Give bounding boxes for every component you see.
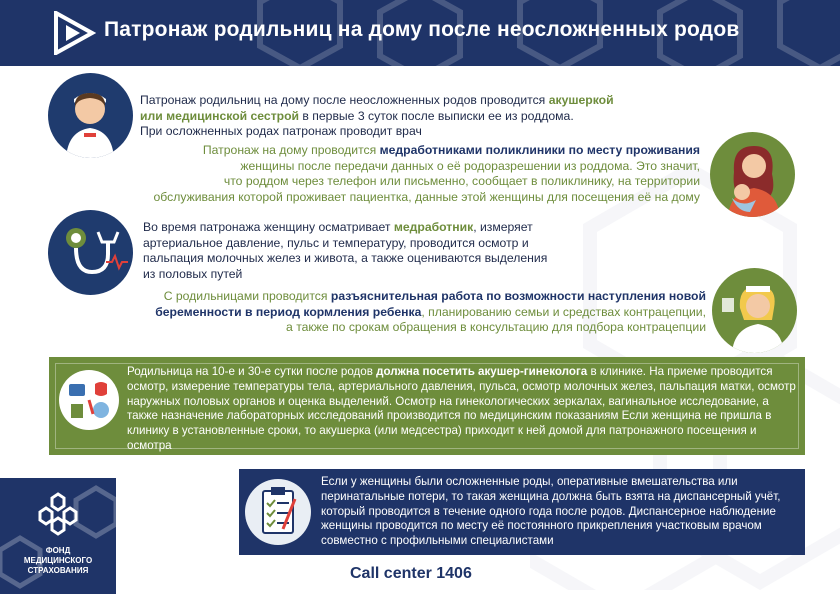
doctor-avatar-icon (712, 268, 797, 353)
clipboard-checklist-icon (245, 479, 311, 545)
section3-text: Во время патронажа женщину осматривает медработник, измеряет артериальное давление, пульс и температуру, проводится осмотр и пальпация молочных желез и живота, а также оцениваются выделения из половых путей (143, 220, 548, 281)
stethoscope-icon (48, 210, 133, 295)
gynecology-exam-icon (59, 370, 119, 430)
callcenter-number: Call center 1406 (350, 565, 472, 582)
clinic-visit-box (49, 357, 805, 455)
clinic-visit-text: Родильница на 10-е и 30-е сутки после родов должна посетить акушер-гинеколога в клинике. На приеме проводится осмотр, измерение температуры тела, артериального давления, пульса, осмотр молочных желез, пальпация матки, осмотр наружных половых органов и оценка выделений. Осмотр на гинекологических зеркалах, вагинальное исследование, а также назначение лабораторных исследований производится по медицинским показаниям Если женщина не пришла в клинику в установленные сроки, то акушерка (или медсестра) приходит к ней домой для патронажного посещения и осмотра (127, 365, 796, 452)
dispensary-text: Если у женщины были осложненные роды, оперативные вмешательства или перинатальные потери, то такая женщина должна быть взята на диспансерный учёт, который проводится в течение одного года после родов. Диспансерное наблюдение женщины проводится по месту её постоянного прикрепления участковым врачом совместно с профильными специалистами (321, 475, 781, 548)
dispensary-box (239, 469, 805, 555)
section4-text: С родильницами проводится разъяснительная работа по возможности наступления новой беременности в период кормления ребенка, планированию семьи и средствах контрацепции, а также по срокам обращения в консультацию для подбора контрацепции (155, 289, 706, 335)
footer-logo (0, 478, 116, 594)
mother-baby-icon (710, 132, 795, 217)
section1-text: Патронаж родильниц на дому после неосложненных родов проводится акушеркой или медицинской сестрой в первые 3 суток после выписки ее из роддома. При осложненных родах патронаж проводит врач (140, 93, 614, 139)
fund-logo-icon (52, 11, 96, 55)
section2-text: Патронаж на дому проводится медработниками поликлиники по месту проживания женщины после передачи данных о её родоразрешении из роддома. Это значит, что роддом через телефон или письменно, сообщает в поликлинику, на территории обслуживания которой проживает пациентка, данные этой женщины для посещения её на дому (153, 143, 700, 204)
header-banner (0, 0, 840, 66)
org-name: ФОНД МЕДИЦИНСКОГО СТРАХОВАНИЯ (23, 546, 93, 575)
fund-emblem-icon (34, 490, 82, 538)
page-title: Патронаж родильниц на дому после неосложненных родов (104, 18, 740, 41)
